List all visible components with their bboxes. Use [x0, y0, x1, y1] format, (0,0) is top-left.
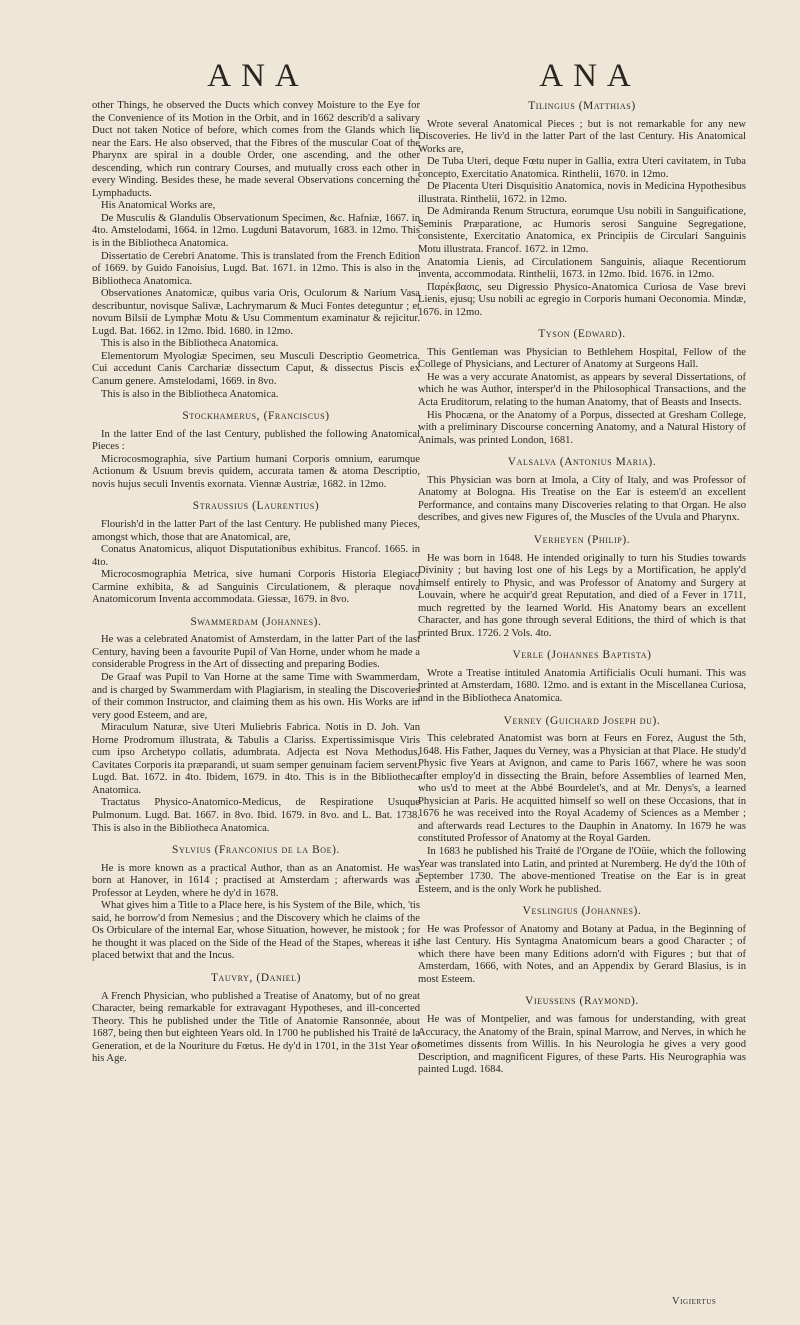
paragraph: Flourish'd in the latter Part of the last Century. He published many Pieces, amongst which, those that are Anatomical, are,	[92, 518, 420, 543]
paragraph: This is also in the Bibliotheca Anatomica.	[101, 338, 279, 350]
entry-heading: Straussius (Laurentius)	[192, 500, 320, 513]
paragraph: His Phocæna, or the Anatomy of a Porpus, dissected at Gresham College, with a preliminary Discourse concerning Anatomy, and a Natural History of Animals, was printed London, 1681.	[418, 409, 746, 446]
paragraph: De Tuba Uteri, deque Fœtu nuper in Gallia, extra Uteri cavitatem, in Tuba concepto, Exercitatio Anatomica. Rinthelii, 1670. in 12mo.	[418, 156, 746, 180]
entry-heading: Veslingius (Johannes).	[522, 905, 642, 918]
entry-heading: Stockhamerus, (Franciscus)	[182, 410, 330, 423]
paragraph: In the latter End of the last Century, published the following Anatomical Pieces :	[92, 428, 420, 453]
paragraph: Tractatus Physico-Anatomico-Medicus, de Respiratione Usuque Pulmonum. Lugd. Bat. 1667. in 8vo. Ibid. 1679. in 8vo. and L. Bat. 1738. This is also in the Bibliotheca Anatomica.	[92, 797, 420, 834]
entry-heading: Swammerdam (Johannes).	[190, 615, 322, 628]
paragraph: He was of Montpelier, and was famous for understanding, with great Accuracy, the Anatomy of the Brain, spinal Marrow, and Nerves, in which he sometimes dissents from Willis. In his Neurologia he gives a very good Description, and magnificent Figures, of these Parts. His Neurographia was painted Lugd. 1684.	[418, 1014, 746, 1076]
paragraph: This Gentleman was Physician to Bethlehem Hospital, Fellow of the College of Physicians, and Lecturer of Anatomy at Surgeons Hall.	[418, 346, 746, 371]
paragraph: He was a very accurate Anatomist, as appears by several Dissertations, of which he was Author, intersper'd in the Philosophical Transactions, and the Acta Eruditorum, relating to the human Anatomy, that of Beasts and Insects.	[418, 371, 746, 409]
entry-heading: Verle (Johannes Baptista)	[512, 649, 652, 662]
paragraph: Miraculum Naturæ, sive Uteri Muliebris Fabrica. Notis in D. Joh. Van Horne Prodromum illustrata, & Tabulis a Clariss. Expertissimisque Viris cum ipso Archetypo collatis, adumbrata. Adjecta est Nova Methodus, Cavitates Corporis ita præparandi, ut suam semper genuinam faciem servent. Lugd. Bat. 1672. in 4to. Ibidem, 1679. in 4to. This is in the Bibliotheca Anatomica.	[92, 722, 420, 796]
entry-heading: Sylvius (Franconius de la Boe).	[172, 844, 340, 857]
paragraph: In 1683 he published his Traité de l'Organe de l'Oüie, which the following Year was translated into Latin, and printed at Nuremberg. He dy'd the 10th of September 1730. The above-mentioned Treatise on the Ear is in great Esteem, and is the only Work he published.	[418, 845, 746, 895]
paragraph: De Musculis & Glandulis Observationum Specimen, &c. Hafniæ, 1667. in 4to. Amstelodami, 1664. in 12mo. Lugduni Batavorum, 1683. in 12mo. This is in the Bibliotheca Anatomica.	[92, 212, 420, 250]
paragraph: Elementorum Myologiæ Specimen, seu Musculi Descriptio Geometrica. Cui accedunt Canis Carchariæ dissectum Caput, & dissectus Piscis ex Canum genere. Amstelodami, 1669. in 8vo.	[92, 350, 420, 388]
catchword: Vigiertus	[672, 1296, 717, 1307]
paragraph: Anatomia Lienis, ad Circulationem Sanguinis, aliaque Recentiorum inventa, accommodata. Rinthelii, 1673. in 12mo. Ibid. 1676. in 12mo.	[418, 256, 746, 281]
paragraph: This is also in the Bibliotheca Anatomica.	[101, 388, 279, 400]
paragraph: Observationes Anatomicæ, quibus varia Oris, Oculorum & Narium Vasa describuntur, novisque Salivæ, Lachrymarum & Muci Fontes deteguntur ; et novum Bilsii de Lymphæ Motu & Usu Commentum examinatur & rejicitur. Lugd. Bat. 1662. in 12mo. Ibid. 1680. in 12mo.	[92, 288, 420, 337]
paragraph: Wrote a Treatise intituled Anatomia Artificialis Oculi humani. This was printed at Amsterdam, 1680. 12mo. and is extant in the Miscellanea Curiosa, and in the Bibliotheca Anatomica.	[418, 667, 746, 704]
paragraph: He was a celebrated Anatomist of Amsterdam, in the latter Part of the last Century, having been a favourite Pupil of Van Horne, under whom he made a considerable Progress in the Art of dissecting and preparing Bodies.	[92, 634, 420, 671]
entry-heading: Verney (Guichard Joseph du).	[503, 714, 661, 727]
header-left: ANA	[207, 58, 309, 94]
running-header	[0, 58, 800, 98]
header-right: ANA	[539, 58, 641, 94]
paragraph: This Physician was born at Imola, a City of Italy, and was Professor of Anatomy at Bologna. His Treatise on the Ear is esteem'd an excellent Performance, and contains many Discoveries relating to that Organ. He also describes, and gives new Figures of, the Muscles of the Uvula and Pharynx.	[418, 474, 746, 524]
entry-heading: Vieussens (Raymond).	[525, 995, 639, 1008]
entry-heading: Tilingius (Matthias)	[528, 100, 636, 112]
paragraph: De Graaf was Pupil to Van Horne at the same Time with Swammerdam, and is charged by Swammerdam with Plagiarism, in stealing the Discoveries of their common Instructor, and claiming them as his own. His Works are in very good Esteem, and are,	[92, 671, 420, 721]
paragraph: Microcosmographia Metrica, sive humani Corporis Historia Elegiaco Carmine exhibita, & ad Sanguinis Circulationem, & pleraque nova Anatomicorum Inventa accommodata. Giessæ, 1679. in 8vo.	[92, 569, 420, 606]
paragraph: Dissertatio de Cerebri Anatome. This is translated from the French Edition of 1669. by Guido Fanoisius, Lugd. Bat. 1671. in 12mo. This is also in the Bibliotheca Anatomica.	[92, 250, 420, 287]
paragraph: He was born in 1648. He intended originally to turn his Studies towards Divinity ; but having lost one of his Legs by a Mortification, he apply'd himself entirely to Physic, and was Professor of Anatomy and Surgery at Louvain, where he acquir'd great Reputation, and died of a Fever in 1711, much regretted by the learned World. His Anatomy bears an excellent Character, and has gone through several Editions, the third of which is that printed Brux. 1726. 2 Vols. 4to.	[418, 552, 746, 639]
paragraph: Conatus Anatomicus, aliquot Disputationibus exhibitus. Francof. 1665. in 4to.	[92, 544, 420, 568]
entry-heading: Valsalva (Antonius Maria).	[507, 456, 657, 469]
entry-heading: Verheyen (Philip).	[533, 533, 631, 546]
paragraph: This celebrated Anatomist was born at Feurs en Forez, August the 5th, 1648. His Father, Jaques du Verney, was a Physician at that Place. He study'd Physic five Years at Avignon, and came to Paris 1667, where he was soon after employ'd in dissecting the Brain, before Assemblies of learned Men, who us'd to meet at the Abbé Bourdelet's, and at Mr. Denys's, a learned Physician at Paris. He acquitted himself so well on these Occasions, that in 1676 he was received into the Royal Academy of Sciences as a Member ; and afterwards read Lectures to the Dauphin in Anatomy. In 1679 he was constituted Professor of Anatomy at the Royal Garden.	[418, 733, 746, 845]
paragraph: Παρέκβασις, seu Digressio Physico-Anatomica Curiosa de Vase brevi Lienis, ejusq; Usu nobili ac egregio in Corporis humani Oeconomia. Mindæ, 1676. in 12mo.	[418, 281, 746, 318]
paragraph: Wrote several Anatomical Pieces ; but is not remarkable for any new Discoveries. He liv'd in the latter Part of the last Century. His Anatomical Works are,	[418, 118, 746, 155]
paragraph: De Admiranda Renum Structura, eorumque Usu nobili in Sanguificatione, Seminis Præparatione, ac Humoris serosi Sanguine Segregatione, consistente, Exercitatio Anatomica, ex Principiis de Circulari Sanguinis Motu illustrata. Francof. 1672. in 12mo.	[418, 206, 746, 256]
paragraph: A French Physician, who published a Treatise of Anatomy, but of no great Character, being remarkable for extravagant Hypotheses, and ill-concerted Theory. This he published under the Title of Anatomie Ransonnée, about 1687, being then but eighteen Years old. In 1700 he published his Traité de la Generation, et de la Nouriture du Fœtus. He dy'd in 1701, in the 31st Year of his Age.	[92, 990, 420, 1065]
entry-heading: Tauvry, (Daniel)	[210, 972, 302, 984]
entry-heading: Tyson (Edward).	[538, 328, 626, 341]
paragraph: He is more known as a practical Author, than as an Anatomist. He was born at Hanover, in 1614 ; practised at Amsterdam ; afterwards was a Professor at Leyden, where he dy'd in 1678.	[92, 862, 420, 899]
paragraph: other Things, he observed the Ducts which convey Moisture to the Eye for the Convenience of its Motion in the Orbit, and in 1662 describ'd a salivary Duct not taken Notice of before, which comes from the Glands which lie near the Ears. He also observed, that the Fibres of the muscular Coat of the Pharynx are spiral in a double Order, one ascending, and the other descending, which run contrary Courses, and mutually cross each other in every Winding. Besides these, he made several Observations concerning the Lymphaducts.	[92, 100, 420, 199]
paragraph: De Placenta Uteri Disquisitio Anatomica, novis in Medicina Hypothesibus illustrata. Rinthelii, 1672. in 12mo.	[418, 181, 746, 205]
paragraph: Microcosmographia, sive Partium humani Corporis omnium, earumque Actionum & Usuum brevis quidem, accurata tamen & atoma Descriptio, novis hujus seculi Inventis exornata. Viennæ Austriæ, 1682. in 12mo.	[92, 453, 420, 490]
paragraph: He was Professor of Anatomy and Botany at Padua, in the Beginning of the last Century. His Syntagma Anatomicum bears a good Character ; of which there have been many Editions adorn'd with Figures ; but that of Amsterdam, 1666, with Notes, and an Appendix by Gerard Blasius, is in most Esteem.	[418, 923, 746, 985]
right-column	[418, 100, 746, 1077]
paragraph: What gives him a Title to a Place here, is his System of the Bile, which, 'tis said, he borrow'd from Nemesius ; and the Discovery which he claims of the Os Orbiculare of the internal Ear, whose Situation, however, he mistook ; for he thought it was placed on the Side of the Head of the Stapes, whereas it is placed betwixt that and the Incus.	[92, 900, 420, 962]
paragraph: His Anatomical Works are,	[101, 200, 216, 212]
left-column	[92, 100, 420, 1066]
